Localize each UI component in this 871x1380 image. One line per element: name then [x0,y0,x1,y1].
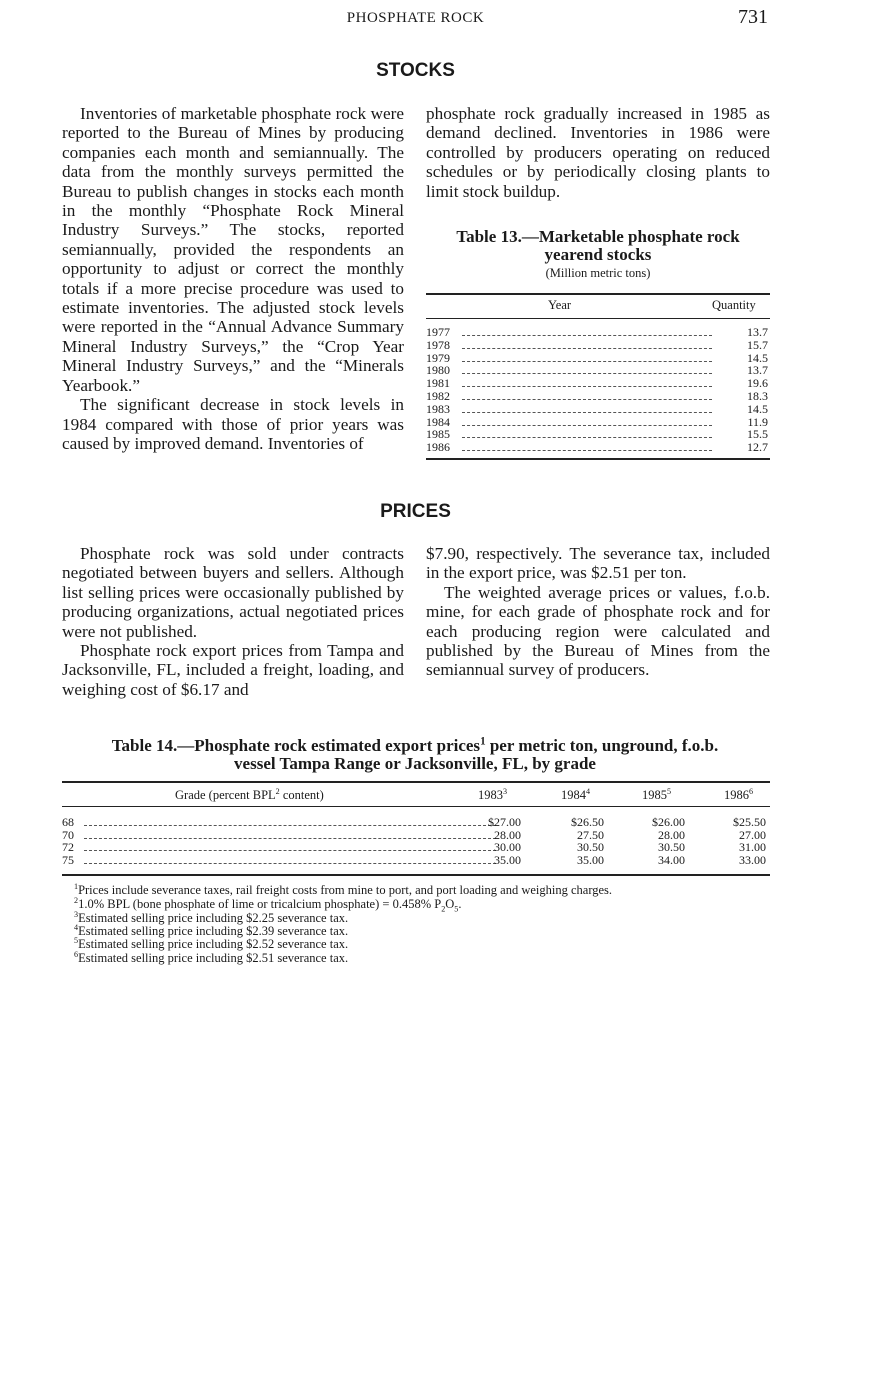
leader-dots [84,850,496,851]
stocks-paragraph-3: phosphate rock gradually increased in 1985 as demand declined. Inventories in 1986 were controlled by producers operating on reduced schedules or by periodically closing plants to limit stock buildup. [426,104,770,201]
leader-dots [84,863,496,864]
stocks-right-column [426,104,770,201]
table13-year: 1984 [426,414,450,429]
leader-dots [462,335,712,336]
table14-price-1986: 33.00 [739,852,766,867]
prices-paragraph-2: Phosphate rock export prices from Tampa and Jacksonville, FL, included a freight, loading, and weighing cost of $6.17 and [62,641,404,699]
table14-price-1984: 30.50 [577,840,604,855]
table13-year: 1977 [426,325,450,339]
table13-head-rule [426,318,770,319]
table13-quantity: 15.7 [747,337,768,352]
table13-row [426,339,770,352]
table14-price-1985: 30.50 [658,840,685,855]
leader-dots [462,412,712,413]
stocks-paragraph-1: Inventories of marketable phosphate rock were reported to the Bureau of Mines by producing companies each month and semiannually. The data from the monthly surveys permitted the Bureau to publish changes in stocks each month in the monthly “Phosphate Rock Mineral Industry Surveys.” The stocks, reported semiannually, provided the respondents an opportunity to adjust or correct the monthly totals if a more precise procedure was used to estimate inventories. The adjusted stock levels were reported in the “Annual Advance Summary Mineral Industry Surveys,” the “Crop Year Mineral Industry Surveys,” and the “Minerals Yearbook.” [62,104,404,395]
prices-left-column [62,544,404,699]
leader-dots [462,450,712,451]
table13-year: 1985 [426,427,450,442]
table14-price-1984: 35.00 [577,852,604,867]
prices-paragraph-4: The weighted average prices or values, f.o.b. mine, for each grade of phosphate rock and for each producing region were calculated and published by the Bureau of Mines from the semiannual survey of producers. [426,582,770,680]
footnote-5: $^5$Estimated selling price including $2.52 severance tax. [74,935,349,951]
table14-price-1985: 34.00 [658,852,685,867]
leader-dots [462,437,712,438]
table13-row [426,416,770,429]
stocks-left-column [62,104,404,453]
table14-price-1984: 27.50 [577,827,604,842]
table13-quantity: 15.5 [747,427,768,442]
table14-price-1985: 28.00 [658,827,685,842]
table14-row [62,854,770,867]
table13-row [426,326,770,339]
table13-quantity: 12.7 [747,440,768,455]
table13-year: 1983 [426,401,450,416]
table13-units: (Million metric tons) [545,266,651,280]
table13-row [426,428,770,441]
leader-dots [84,838,496,839]
table13-row [426,352,770,365]
table14-price-1984: $26.50 [571,815,604,829]
table13-col-year: Year [548,298,572,312]
table14-row [62,841,770,854]
running-header: PHOSPHATE ROCK [346,10,485,26]
table13-top-rule [426,293,770,295]
table13-caption-line2: yearend stocks [544,245,652,264]
table13-year: 1979 [426,350,450,365]
table13-year: 1978 [426,337,450,352]
table13-quantity: 14.5 [747,401,768,416]
table14-price-1986: 31.00 [739,840,766,855]
table14-grade: 72 [62,840,74,855]
table13-year: 1986 [426,440,450,455]
prices-right-column [426,544,770,680]
table14-col-1983: 1983$^3$ [478,786,508,802]
table13-row [426,403,770,416]
table13-year: 1982 [426,389,450,403]
prices-paragraph-1: Phosphate rock was sold under contracts negotiated between buyers and sellers. Although list selling prices were occasionally published by producing organizations, actual negotiated prices were not published. [62,544,404,641]
stocks-paragraph-2: The significant decrease in stock levels in 1984 compared with those of prior years was caused by improved demand. Inventories of [62,395,404,453]
table14-caption [40,737,790,773]
table14-price-1983: 30.00 [494,840,521,855]
prices-paragraph-3: $7.90, respectively. The severance tax, included in the export price, was $2.51 per ton. [426,544,770,583]
stocks-heading: STOCKS [376,60,455,81]
table14-caption-line1: Table 14.—Phosphate rock estimated export prices$^1$ per metric ton, unground, f.o.b. [111,735,719,755]
leader-dots [462,348,712,349]
table13-bottom-rule [426,458,770,460]
table14-grade: 68 [62,815,74,829]
table13-row [426,364,770,377]
table14-bottom-rule [62,874,770,876]
table13-quantity: 11.9 [747,414,768,429]
leader-dots [462,386,712,387]
page-number: 731 [738,6,768,28]
footnote-4: $^4$Estimated selling price including $2.39 severance tax. [74,922,349,938]
table14-row [62,816,770,829]
table13-quantity: 18.3 [747,389,768,403]
table13-quantity: 13.7 [747,363,768,378]
table14-price-1983: $27.00 [488,815,521,829]
table14-col-1986: 1986$^6$ [724,786,754,802]
table14-col-1984: 1984$^4$ [561,786,591,802]
table13-row [426,390,770,403]
table14-price-1986: 27.00 [739,827,766,842]
footnote-6: $^6$Estimated selling price including $2.51 severance tax. [74,949,349,965]
table13-quantity: 14.5 [747,350,768,365]
table13-year: 1981 [426,376,450,391]
footnote-1: $^1$Prices include severance taxes, rail freight costs from mine to port, and port loading and weighing charges. [74,881,613,897]
table13-year: 1980 [426,363,450,378]
table13-caption-line1: Table 13.—Marketable phosphate rock [456,227,740,246]
table14-price-1983: 28.00 [494,827,521,842]
table14-col-grade: Grade (percent BPL$^2$ content) [175,786,324,802]
table14-price-1985: $26.00 [652,815,685,829]
footnote-2: $^2$1.0% BPL (bone phosphate of lime or tricalcium phosphate) = 0.458% $P_2O_5$. [74,895,462,914]
leader-dots [462,373,712,374]
table13-row [426,441,770,454]
table14-price-1986: $25.50 [733,815,766,829]
prices-heading: PRICES [380,501,451,522]
table14-grade: 75 [62,852,74,867]
table14-grade: 70 [62,827,74,842]
table14-top-rule [62,781,770,783]
leader-dots [462,399,712,400]
table13-quantity: 13.7 [747,325,768,339]
leader-dots [462,361,712,362]
table14-caption-line2: vessel Tampa Range or Jacksonville, FL, by grade [234,754,596,773]
table14-price-1983: 35.00 [494,852,521,867]
table13-quantity: 19.6 [747,376,768,391]
leader-dots [84,825,496,826]
table13-col-quantity: Quantity [712,298,756,312]
table13-caption [426,228,770,264]
footnote-3: $^3$Estimated selling price including $2.25 severance tax. [74,909,349,925]
table13-row [426,377,770,390]
table14-col-1985: 1985$^5$ [642,786,672,802]
table14-head-rule [62,806,770,807]
leader-dots [462,425,712,426]
